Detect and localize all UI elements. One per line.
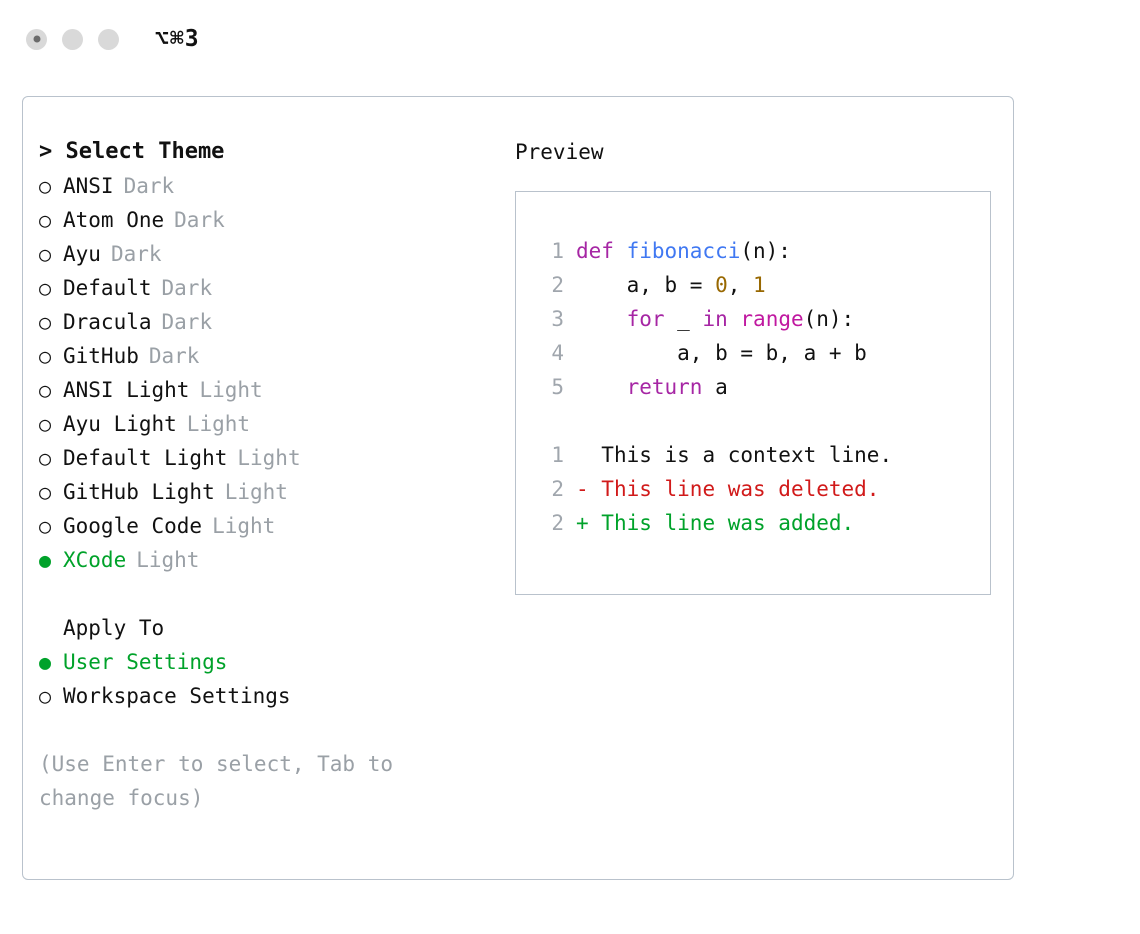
diff-marker: -	[576, 477, 589, 501]
line-number: 2	[551, 511, 564, 535]
theme-option-label: Atom One	[63, 208, 165, 232]
radio-unselected-icon: ○	[39, 276, 52, 300]
code-line	[534, 370, 990, 404]
code-token: fibonacci	[626, 239, 741, 263]
apply-to-option-label: Workspace Settings	[63, 684, 291, 708]
diff-sample	[534, 438, 990, 540]
theme-option-label: XCode	[63, 548, 127, 572]
code-line	[534, 268, 990, 302]
theme-option-variant: Dark	[174, 208, 225, 232]
code-token: range	[740, 307, 804, 331]
theme-option-ansi-light[interactable]	[39, 373, 501, 407]
code-token: 0	[715, 273, 728, 297]
radio-unselected-icon: ○	[39, 208, 52, 232]
radio-unselected-icon: ○	[39, 242, 52, 266]
line-number: 2	[551, 273, 564, 297]
apply-to-option-label: User Settings	[63, 650, 228, 674]
theme-option-label: Google Code	[63, 514, 203, 538]
diff-text: This line was added.	[588, 511, 855, 535]
code-text	[576, 302, 854, 336]
code-token	[728, 307, 741, 331]
code-line	[534, 302, 990, 336]
theme-option-label: Default Light	[63, 446, 228, 470]
code-token: def	[576, 239, 627, 263]
theme-option-default-light[interactable]	[39, 441, 501, 475]
code-spacer	[534, 404, 990, 438]
radio-unselected-icon: ○	[39, 412, 52, 436]
diff-marker: +	[576, 511, 589, 535]
theme-option-label: ANSI	[63, 174, 114, 198]
code-text	[576, 336, 867, 370]
window-controls[interactable]	[26, 29, 119, 50]
radio-unselected-icon: ○	[39, 344, 52, 368]
radio-unselected-icon: ○	[39, 514, 52, 538]
line-number: 5	[551, 375, 564, 399]
radio-unselected-icon: ○	[39, 446, 52, 470]
code-token: a, b = b, a + b	[576, 341, 867, 365]
theme-option-label: GitHub Light	[63, 480, 215, 504]
code-line	[534, 336, 990, 370]
theme-option-variant: Dark	[148, 344, 200, 368]
theme-options-list[interactable]	[39, 169, 501, 577]
preview-box	[515, 191, 991, 595]
title-bar	[0, 0, 1140, 78]
theme-option-google-code[interactable]	[39, 509, 501, 543]
theme-option-ayu[interactable]	[39, 237, 501, 271]
window-dot-2-icon[interactable]	[62, 29, 83, 50]
code-token: (n):	[803, 307, 855, 331]
window-dot-3-icon[interactable]	[98, 29, 119, 50]
theme-option-label: Dracula	[63, 310, 152, 334]
code-sample	[534, 234, 990, 404]
theme-settings-panel	[22, 96, 1014, 880]
select-theme-header: > Select Theme	[39, 139, 225, 164]
theme-option-github-light[interactable]	[39, 475, 501, 509]
apply-to-option-workspace-settings[interactable]	[39, 679, 501, 713]
code-text	[576, 268, 766, 302]
code-token: (n):	[740, 239, 791, 263]
code-token: for	[626, 307, 665, 331]
theme-option-variant: Light	[136, 548, 200, 572]
line-number: 1	[551, 443, 564, 467]
theme-option-variant: Light	[186, 412, 251, 436]
theme-option-variant: Light	[199, 378, 263, 402]
code-token: a, b =	[576, 273, 716, 297]
code-text	[576, 234, 791, 268]
code-token	[576, 307, 627, 331]
radio-unselected-icon: ○	[39, 480, 52, 504]
preview-column	[501, 135, 995, 879]
theme-option-variant: Light	[237, 446, 301, 470]
theme-option-dracula[interactable]	[39, 305, 501, 339]
diff-line	[534, 472, 990, 506]
theme-option-github[interactable]	[39, 339, 501, 373]
apply-to-header: Apply To	[63, 616, 165, 640]
code-token: ,	[727, 273, 754, 297]
radio-unselected-icon: ○	[39, 174, 52, 198]
theme-option-label: ANSI Light	[63, 378, 190, 402]
diff-line	[534, 438, 990, 472]
radio-unselected-icon: ○	[39, 310, 52, 334]
theme-option-atom-one[interactable]	[39, 203, 501, 237]
radio-unselected-icon: ○	[39, 378, 52, 402]
code-line	[534, 234, 990, 268]
code-token: _	[664, 307, 703, 331]
preview-header: Preview	[515, 140, 604, 164]
window-dot-1-icon[interactable]	[26, 29, 47, 50]
theme-option-label: Ayu Light	[63, 412, 177, 436]
theme-list-column	[39, 135, 501, 879]
theme-option-default[interactable]	[39, 271, 501, 305]
radio-selected-icon: ●	[39, 548, 52, 572]
theme-option-ayu-light[interactable]	[39, 407, 501, 441]
code-text	[576, 370, 728, 404]
theme-option-variant: Light	[224, 480, 288, 504]
theme-option-variant: Dark	[110, 242, 162, 266]
theme-option-label: GitHub	[63, 344, 139, 368]
line-number: 2	[551, 477, 564, 501]
diff-text: This line was deleted.	[588, 477, 880, 501]
theme-option-variant: Light	[212, 514, 276, 538]
keyboard-shortcut-label: ⌥⌘3	[155, 26, 200, 52]
theme-option-ansi[interactable]	[39, 169, 501, 203]
code-token: a	[702, 375, 728, 399]
line-number: 3	[551, 307, 564, 331]
diff-line	[534, 506, 990, 540]
radio-unselected-icon: ○	[39, 684, 52, 708]
diff-text: This is a context line.	[588, 443, 893, 467]
theme-option-label: Ayu	[63, 242, 101, 266]
theme-option-variant: Dark	[161, 310, 213, 334]
radio-selected-icon: ●	[39, 650, 52, 674]
theme-option-label: Default	[63, 276, 152, 300]
code-token: in	[702, 307, 728, 331]
code-token: return	[626, 375, 703, 399]
apply-to-option-user-settings[interactable]	[39, 645, 501, 679]
theme-option-variant: Dark	[123, 174, 175, 198]
keyboard-hint-text: (Use Enter to select, Tab to change focus)	[39, 752, 394, 810]
diff-marker	[576, 438, 589, 472]
code-token	[576, 375, 627, 399]
line-number: 4	[551, 341, 564, 365]
theme-option-variant: Dark	[161, 276, 213, 300]
code-token: 1	[753, 273, 766, 297]
theme-option-xcode[interactable]	[39, 543, 501, 577]
apply-to-list[interactable]	[39, 645, 501, 713]
line-number: 1	[551, 239, 564, 263]
